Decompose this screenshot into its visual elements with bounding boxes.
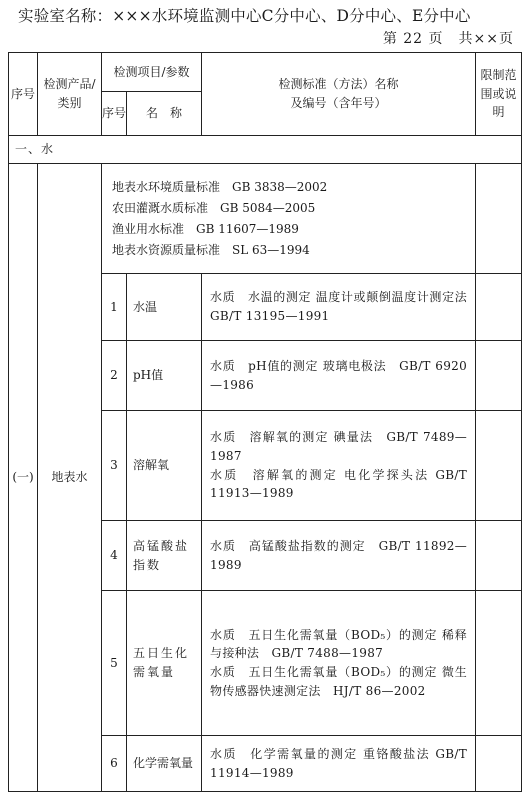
item-method bbox=[202, 521, 476, 591]
method-line: 水质 水温的测定 温度计或颠倒温度计测定法 GB/T 13195—1991 bbox=[210, 290, 480, 323]
page-number: 第 22 页 共××页 bbox=[382, 31, 514, 47]
limit-cell bbox=[476, 274, 522, 341]
test-scope-table bbox=[8, 52, 522, 792]
quality-standards bbox=[102, 164, 476, 274]
item-method bbox=[202, 591, 476, 736]
header-product: 检测产品/类别 bbox=[38, 53, 102, 136]
header-item-group: 检测项目/参数 bbox=[102, 53, 202, 92]
method-line: 水质 五日生化需氧量（BOD₅）的测定 稀释与接种法 GB/T 7488—1987 bbox=[210, 627, 468, 661]
item-name: 溶解氧 bbox=[127, 411, 202, 521]
standard-line: 农田灌溉水质标准 GB 5084—2005 bbox=[112, 200, 316, 215]
limit-cell bbox=[476, 411, 522, 521]
limit-cell bbox=[476, 591, 522, 736]
standard-line: 地表水环境质量标准 GB 3838—2002 bbox=[112, 179, 328, 194]
lab-name-title: 实验室名称：×××水环境监测中心C分中心、D分中心、E分中心 bbox=[18, 7, 471, 25]
standard-line: 地表水资源质量标准 SL 63—1994 bbox=[112, 242, 310, 257]
item-name: 高锰酸盐指数 bbox=[127, 521, 202, 591]
item-no: 4 bbox=[102, 521, 127, 591]
method-line: 水质 五日生化需氧量（BOD₅）的测定 微生物传感器快速测定法 HJ/T 86—2002 bbox=[210, 665, 468, 698]
item-name: 化学需氧量 bbox=[127, 736, 202, 792]
method-line: 水质 化学需氧量的测定 重铬酸盐法 GB/T 11914—1989 bbox=[210, 746, 468, 780]
limit-cell bbox=[476, 164, 522, 274]
item-no: 1 bbox=[102, 274, 127, 341]
method-line: 水质 pH值的测定 玻璃电极法 GB/T 6920—1986 bbox=[210, 358, 468, 392]
method-line: 水质 溶解氧的测定 电化学探头法 GB/T 11913—1989 bbox=[210, 467, 468, 501]
item-method bbox=[202, 274, 480, 341]
item-method bbox=[202, 411, 476, 521]
limit-cell bbox=[476, 341, 522, 411]
header-seq: 序号 bbox=[9, 53, 38, 136]
method-line: 水质 高锰酸盐指数的测定 GB/T 11892—1989 bbox=[210, 538, 468, 572]
item-name: pH值 bbox=[127, 341, 202, 411]
method-line: 水质 溶解氧的测定 碘量法 GB/T 7489—1987 bbox=[210, 430, 468, 463]
item-name: 水温 bbox=[127, 274, 202, 341]
item-no: 6 bbox=[102, 736, 127, 792]
limit-cell bbox=[476, 521, 522, 591]
header-standard-line2: 及编号（含年号） bbox=[290, 96, 387, 110]
item-no: 5 bbox=[102, 591, 127, 736]
header-item-name: 名 称 bbox=[127, 92, 202, 136]
item-no: 3 bbox=[102, 411, 127, 521]
item-name: 五日生化需氧量 bbox=[127, 591, 202, 736]
standard-line: 渔业用水标准 GB 11607—1989 bbox=[112, 221, 299, 236]
item-method bbox=[202, 736, 476, 792]
header-standard-line1: 检测标准（方法）名称 bbox=[278, 77, 399, 92]
header-item-seq: 序号 bbox=[102, 92, 127, 136]
group-product: 地表水 bbox=[38, 164, 102, 792]
header-limit: 限制范围或说明 bbox=[476, 53, 522, 136]
limit-cell bbox=[476, 736, 522, 792]
item-no: 2 bbox=[102, 341, 127, 411]
item-method bbox=[202, 341, 476, 411]
section-row: 一、水 bbox=[9, 136, 522, 164]
header-standard bbox=[202, 53, 476, 136]
group-seq: (一) bbox=[9, 164, 38, 792]
